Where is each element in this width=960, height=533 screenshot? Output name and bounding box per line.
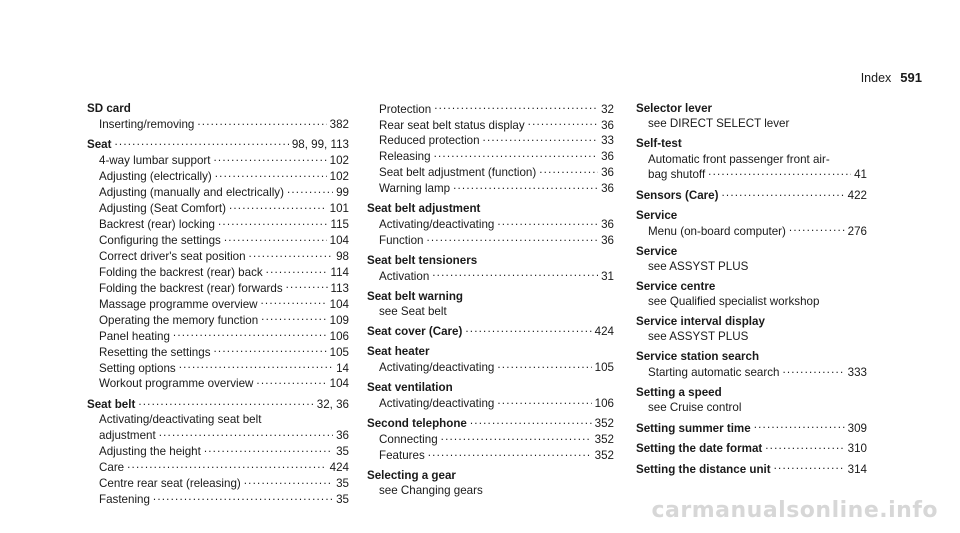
sub-entry-page: 106 xyxy=(329,329,349,343)
leader-dots xyxy=(497,216,598,228)
sub-entry-text: Starting automatic search xyxy=(648,366,780,380)
index-entry xyxy=(367,101,614,197)
entry-heading xyxy=(636,461,867,477)
sub-entry-page: 114 xyxy=(330,265,349,279)
sub-entry xyxy=(87,153,349,169)
sub-entry-page: 36 xyxy=(601,150,614,164)
watermark-text: carmanualsonline.info xyxy=(651,498,938,523)
entry-heading xyxy=(367,344,614,359)
sub-entry xyxy=(367,149,614,165)
sub-entry xyxy=(87,201,349,217)
entry-title: Service station search xyxy=(636,350,760,364)
sub-entry xyxy=(367,117,614,133)
sub-entry-text: Inserting/removing xyxy=(99,117,195,131)
sub-entry xyxy=(636,259,867,274)
entry-heading xyxy=(636,101,867,116)
sub-entry xyxy=(87,344,349,360)
entry-heading xyxy=(87,101,349,116)
entry-title: Setting summer time xyxy=(636,421,751,435)
entry-title: Self-test xyxy=(636,137,682,151)
entry-heading xyxy=(636,420,867,436)
entry-heading xyxy=(636,187,867,203)
sub-entry-text: see Qualified specialist workshop xyxy=(648,295,820,309)
sub-entry-text: Care xyxy=(99,461,125,475)
page-number: 591 xyxy=(900,70,922,85)
sub-entry-text: Fastening xyxy=(99,492,150,506)
sub-entry xyxy=(636,167,867,183)
sub-entry-page: 14 xyxy=(336,361,349,375)
sub-entry-text: Seat belt adjustment (function) xyxy=(379,166,537,180)
sub-entry-page: 35 xyxy=(336,445,349,459)
sub-entry-text: Releasing xyxy=(379,150,431,164)
index-entry xyxy=(636,101,867,132)
leader-dots xyxy=(708,167,851,179)
index-entry xyxy=(87,396,349,507)
leader-dots xyxy=(782,364,844,376)
leader-dots xyxy=(470,416,592,428)
index-entry xyxy=(636,279,867,310)
sub-entry xyxy=(367,232,614,248)
index-entry xyxy=(636,420,867,436)
sub-entry xyxy=(636,116,867,131)
sub-entry-page: 41 xyxy=(854,168,867,182)
index-column-1 xyxy=(87,101,349,507)
sub-entry-page: 382 xyxy=(329,117,349,131)
sub-entry xyxy=(87,116,349,132)
leader-dots xyxy=(428,448,592,460)
sub-entry-text: Correct driver's seat position xyxy=(99,249,246,263)
entry-page: 309 xyxy=(847,421,867,435)
sub-entry-page: 113 xyxy=(330,281,349,295)
entry-title: Second telephone xyxy=(367,417,467,431)
sub-entry-page: 109 xyxy=(329,313,349,327)
sub-entry-page: 106 xyxy=(594,396,614,410)
sub-entry xyxy=(87,232,349,248)
page-header xyxy=(861,70,922,85)
sub-entry xyxy=(636,400,867,415)
sub-entry xyxy=(636,364,867,380)
sub-entry-text: Folding the backrest (rear) back xyxy=(99,265,263,279)
sub-entry-text: Protection xyxy=(379,102,432,116)
sub-entry-text: bag shutoff xyxy=(648,168,706,182)
sub-entry-page: 36 xyxy=(601,234,614,247)
entry-title: Setting a speed xyxy=(636,385,722,399)
sub-entry xyxy=(87,280,349,296)
sub-entry xyxy=(367,101,614,117)
index-entry xyxy=(367,380,614,411)
leader-dots xyxy=(224,232,327,244)
sub-entry-page: 101 xyxy=(329,202,349,216)
index-entry xyxy=(636,385,867,416)
index-entry xyxy=(636,187,867,203)
sub-entry-text: Adjusting (Seat Comfort) xyxy=(99,202,226,216)
entry-title: Seat cover (Care) xyxy=(367,325,463,339)
sub-entry-page: 33 xyxy=(601,134,614,148)
sub-entry-page: 32 xyxy=(601,102,614,116)
sub-entry-page: 36 xyxy=(601,182,614,196)
index-entry xyxy=(367,468,614,499)
leader-dots xyxy=(465,324,591,336)
index-entry xyxy=(367,289,614,320)
index-entry xyxy=(636,349,867,380)
sub-entry-page: 352 xyxy=(594,433,614,447)
entry-heading xyxy=(636,136,867,151)
leader-dots xyxy=(721,187,844,199)
entry-page: 98, 99, 113 xyxy=(291,138,349,152)
sub-entry-text: see Seat belt xyxy=(379,304,447,318)
sub-entry-text: Folding the backrest (rear) forwards xyxy=(99,281,283,295)
sub-entry-page: 99 xyxy=(336,186,349,200)
index-entry xyxy=(367,416,614,464)
sub-entry-text: Setting options xyxy=(99,361,176,375)
sub-entry-page: 424 xyxy=(329,461,349,475)
sub-entry xyxy=(87,264,349,280)
entry-title: Seat heater xyxy=(367,345,430,359)
entry-heading xyxy=(367,468,614,483)
sub-entry-text: adjustment xyxy=(99,429,156,443)
sub-entry-text: Rear seat belt status display xyxy=(379,118,525,132)
entry-page: 352 xyxy=(594,417,614,431)
leader-dots xyxy=(261,296,327,308)
entry-heading xyxy=(636,279,867,294)
sub-entry-page: 352 xyxy=(594,449,614,463)
leader-dots xyxy=(497,360,591,372)
sub-entry xyxy=(87,328,349,344)
index-entry xyxy=(367,201,614,248)
entry-title: Selecting a gear xyxy=(367,469,456,483)
sub-entry-text: Backrest (rear) locking xyxy=(99,218,215,232)
leader-dots xyxy=(197,116,326,128)
sub-entry-text: Reduced protection xyxy=(379,134,480,148)
leader-dots xyxy=(266,264,328,276)
sub-entry-text: Workout programme overview xyxy=(99,377,254,391)
sub-entry xyxy=(636,223,867,239)
leader-dots xyxy=(453,181,598,193)
index-entry xyxy=(636,244,867,275)
leader-dots xyxy=(434,149,599,161)
leader-dots xyxy=(432,268,598,280)
sub-entry-text: Activating/deactivating seat belt xyxy=(99,413,262,427)
leader-dots xyxy=(426,232,598,244)
sub-entry xyxy=(87,169,349,185)
leader-dots xyxy=(159,428,333,440)
index-entry xyxy=(636,208,867,239)
entry-heading xyxy=(636,314,867,329)
entry-heading xyxy=(87,396,349,412)
leader-dots xyxy=(774,461,845,473)
entry-title: Seat belt tensioners xyxy=(367,253,478,267)
sub-entry-text: Massage programme overview xyxy=(99,297,258,311)
sub-entry xyxy=(87,444,349,460)
index-entry xyxy=(367,253,614,284)
entry-heading xyxy=(367,201,614,216)
leader-dots xyxy=(261,312,326,324)
entry-title: Setting the distance unit xyxy=(636,462,771,476)
sub-entry xyxy=(367,216,614,232)
sub-entry-page: 105 xyxy=(329,345,349,359)
sub-entry xyxy=(636,152,867,167)
entry-title: Sensors (Care) xyxy=(636,188,719,202)
sub-entry-text: Activating/deactivating xyxy=(379,218,495,232)
leader-dots xyxy=(213,153,326,165)
sub-entry-text: see DIRECT SELECT lever xyxy=(648,117,790,131)
sub-entry xyxy=(367,360,614,376)
sub-entry xyxy=(87,216,349,232)
sub-entry-text: Features xyxy=(379,449,425,463)
sub-entry-text: Connecting xyxy=(379,433,438,447)
sub-entry-page: 104 xyxy=(329,297,349,311)
sub-entry xyxy=(87,459,349,475)
entry-heading xyxy=(367,324,614,340)
entry-title: Setting the date format xyxy=(636,442,763,456)
entry-title: Service centre xyxy=(636,279,716,293)
entry-page: 422 xyxy=(847,188,867,202)
entry-page: 310 xyxy=(847,442,867,456)
entry-title: Seat belt adjustment xyxy=(367,202,481,216)
sub-entry-page: 104 xyxy=(329,234,349,247)
sub-entry-text: Function xyxy=(379,234,424,247)
sub-entry xyxy=(367,268,614,284)
sub-entry-text: Adjusting (manually and electrically) xyxy=(99,186,284,200)
sub-entry xyxy=(367,181,614,197)
leader-dots xyxy=(483,133,599,145)
entry-title: Seat belt warning xyxy=(367,289,463,303)
entry-heading xyxy=(367,289,614,304)
sub-entry-page: 333 xyxy=(847,366,867,380)
sub-entry-text: Automatic front passenger front air- xyxy=(648,152,830,166)
index-entry xyxy=(87,137,349,392)
sub-entry-text: see ASSYST PLUS xyxy=(648,259,749,273)
entry-heading xyxy=(636,244,867,259)
leader-dots xyxy=(497,395,591,407)
entry-heading xyxy=(636,441,867,457)
leader-dots xyxy=(153,491,333,503)
sub-entry-text: Centre rear seat (releasing) xyxy=(99,476,241,490)
sub-entry-text: Activation xyxy=(379,269,430,283)
leader-dots xyxy=(173,328,327,340)
leader-dots xyxy=(789,223,845,235)
sub-entry xyxy=(87,376,349,392)
entry-title: Service xyxy=(636,208,678,222)
index-entry xyxy=(636,461,867,477)
sub-entry-page: 36 xyxy=(601,218,614,232)
sub-entry-text: Activating/deactivating xyxy=(379,361,495,375)
sub-entry-page: 104 xyxy=(329,377,349,391)
entry-title: Seat belt xyxy=(87,397,136,411)
entry-title: Service interval display xyxy=(636,314,765,328)
index-entry xyxy=(87,101,349,132)
section-title: Index xyxy=(860,71,892,85)
leader-dots xyxy=(528,117,598,129)
sub-entry-page: 105 xyxy=(594,361,614,375)
sub-entry-text: see Changing gears xyxy=(379,484,483,498)
sub-entry-text: Adjusting (electrically) xyxy=(99,170,212,184)
entry-heading xyxy=(367,380,614,395)
leader-dots xyxy=(115,137,289,149)
sub-entry-text: 4-way lumbar support xyxy=(99,154,211,168)
entry-heading xyxy=(636,349,867,364)
entry-title: Seat xyxy=(87,138,112,152)
entry-title: Seat ventilation xyxy=(367,381,453,395)
entry-heading xyxy=(636,208,867,223)
sub-entry-text: Panel heating xyxy=(99,329,170,343)
sub-entry xyxy=(87,428,349,444)
leader-dots xyxy=(754,420,845,432)
sub-entry-page: 102 xyxy=(329,154,349,168)
sub-entry xyxy=(87,185,349,201)
sub-entry xyxy=(87,248,349,264)
sub-entry xyxy=(367,448,614,464)
leader-dots xyxy=(286,280,328,292)
entry-heading xyxy=(367,416,614,432)
sub-entry xyxy=(367,165,614,181)
entry-page: 32, 36 xyxy=(316,397,349,411)
sub-entry xyxy=(367,483,614,498)
sub-entry xyxy=(636,294,867,309)
leader-dots xyxy=(127,459,327,471)
sub-entry-page: 115 xyxy=(330,218,349,232)
sub-entry xyxy=(636,329,867,344)
sub-entry-page: 36 xyxy=(601,166,614,180)
sub-entry xyxy=(87,475,349,491)
sub-entry xyxy=(87,412,349,427)
index-entry xyxy=(636,136,867,183)
index-entry xyxy=(636,314,867,345)
leader-dots xyxy=(218,216,328,228)
leader-dots xyxy=(765,441,844,453)
sub-entry-text: see Cruise control xyxy=(648,401,742,415)
leader-dots xyxy=(179,360,333,372)
index-entry xyxy=(367,344,614,375)
sub-entry-page: 98 xyxy=(336,249,349,263)
index-entry xyxy=(636,441,867,457)
sub-entry-text: Menu (on-board computer) xyxy=(648,224,786,238)
entry-title: Service xyxy=(636,244,678,258)
sub-entry-page: 36 xyxy=(336,429,349,443)
sub-entry-text: Warning lamp xyxy=(379,182,451,196)
sub-entry-page: 36 xyxy=(601,118,614,132)
index-entry xyxy=(367,324,614,340)
leader-dots xyxy=(229,201,327,213)
sub-entry-text: Resetting the settings xyxy=(99,345,211,359)
entry-title: Selector lever xyxy=(636,102,713,115)
sub-entry-text: Configuring the settings xyxy=(99,234,221,247)
leader-dots xyxy=(287,185,333,197)
sub-entry-text: see ASSYST PLUS xyxy=(648,330,749,344)
sub-entry-text: Operating the memory function xyxy=(99,313,259,327)
leader-dots xyxy=(539,165,598,177)
sub-entry xyxy=(87,360,349,376)
entry-title: SD card xyxy=(87,102,131,115)
sub-entry-page: 276 xyxy=(847,224,867,238)
sub-entry xyxy=(87,491,349,507)
sub-entry-text: Adjusting the height xyxy=(99,445,201,459)
sub-entry-page: 35 xyxy=(336,492,349,506)
sub-entry-page: 31 xyxy=(601,269,614,283)
sub-entry xyxy=(367,395,614,411)
leader-dots xyxy=(215,169,327,181)
leader-dots xyxy=(441,432,592,444)
entry-heading xyxy=(367,253,614,268)
leader-dots xyxy=(204,444,333,456)
entry-heading xyxy=(87,137,349,153)
sub-entry xyxy=(367,133,614,149)
entry-page: 314 xyxy=(847,462,867,476)
leader-dots xyxy=(138,396,313,408)
index-column-3 xyxy=(636,101,867,477)
leader-dots xyxy=(256,376,326,388)
leader-dots xyxy=(244,475,333,487)
sub-entry-page: 35 xyxy=(336,476,349,490)
sub-entry xyxy=(367,432,614,448)
leader-dots xyxy=(214,344,327,356)
sub-entry xyxy=(367,304,614,319)
index-column-2 xyxy=(367,101,614,499)
sub-entry-page: 102 xyxy=(329,170,349,184)
sub-entry xyxy=(87,296,349,312)
entry-heading xyxy=(636,385,867,400)
leader-dots xyxy=(249,248,334,260)
leader-dots xyxy=(434,101,598,113)
sub-entry xyxy=(87,312,349,328)
entry-page: 424 xyxy=(594,325,614,339)
sub-entry-text: Activating/deactivating xyxy=(379,396,495,410)
